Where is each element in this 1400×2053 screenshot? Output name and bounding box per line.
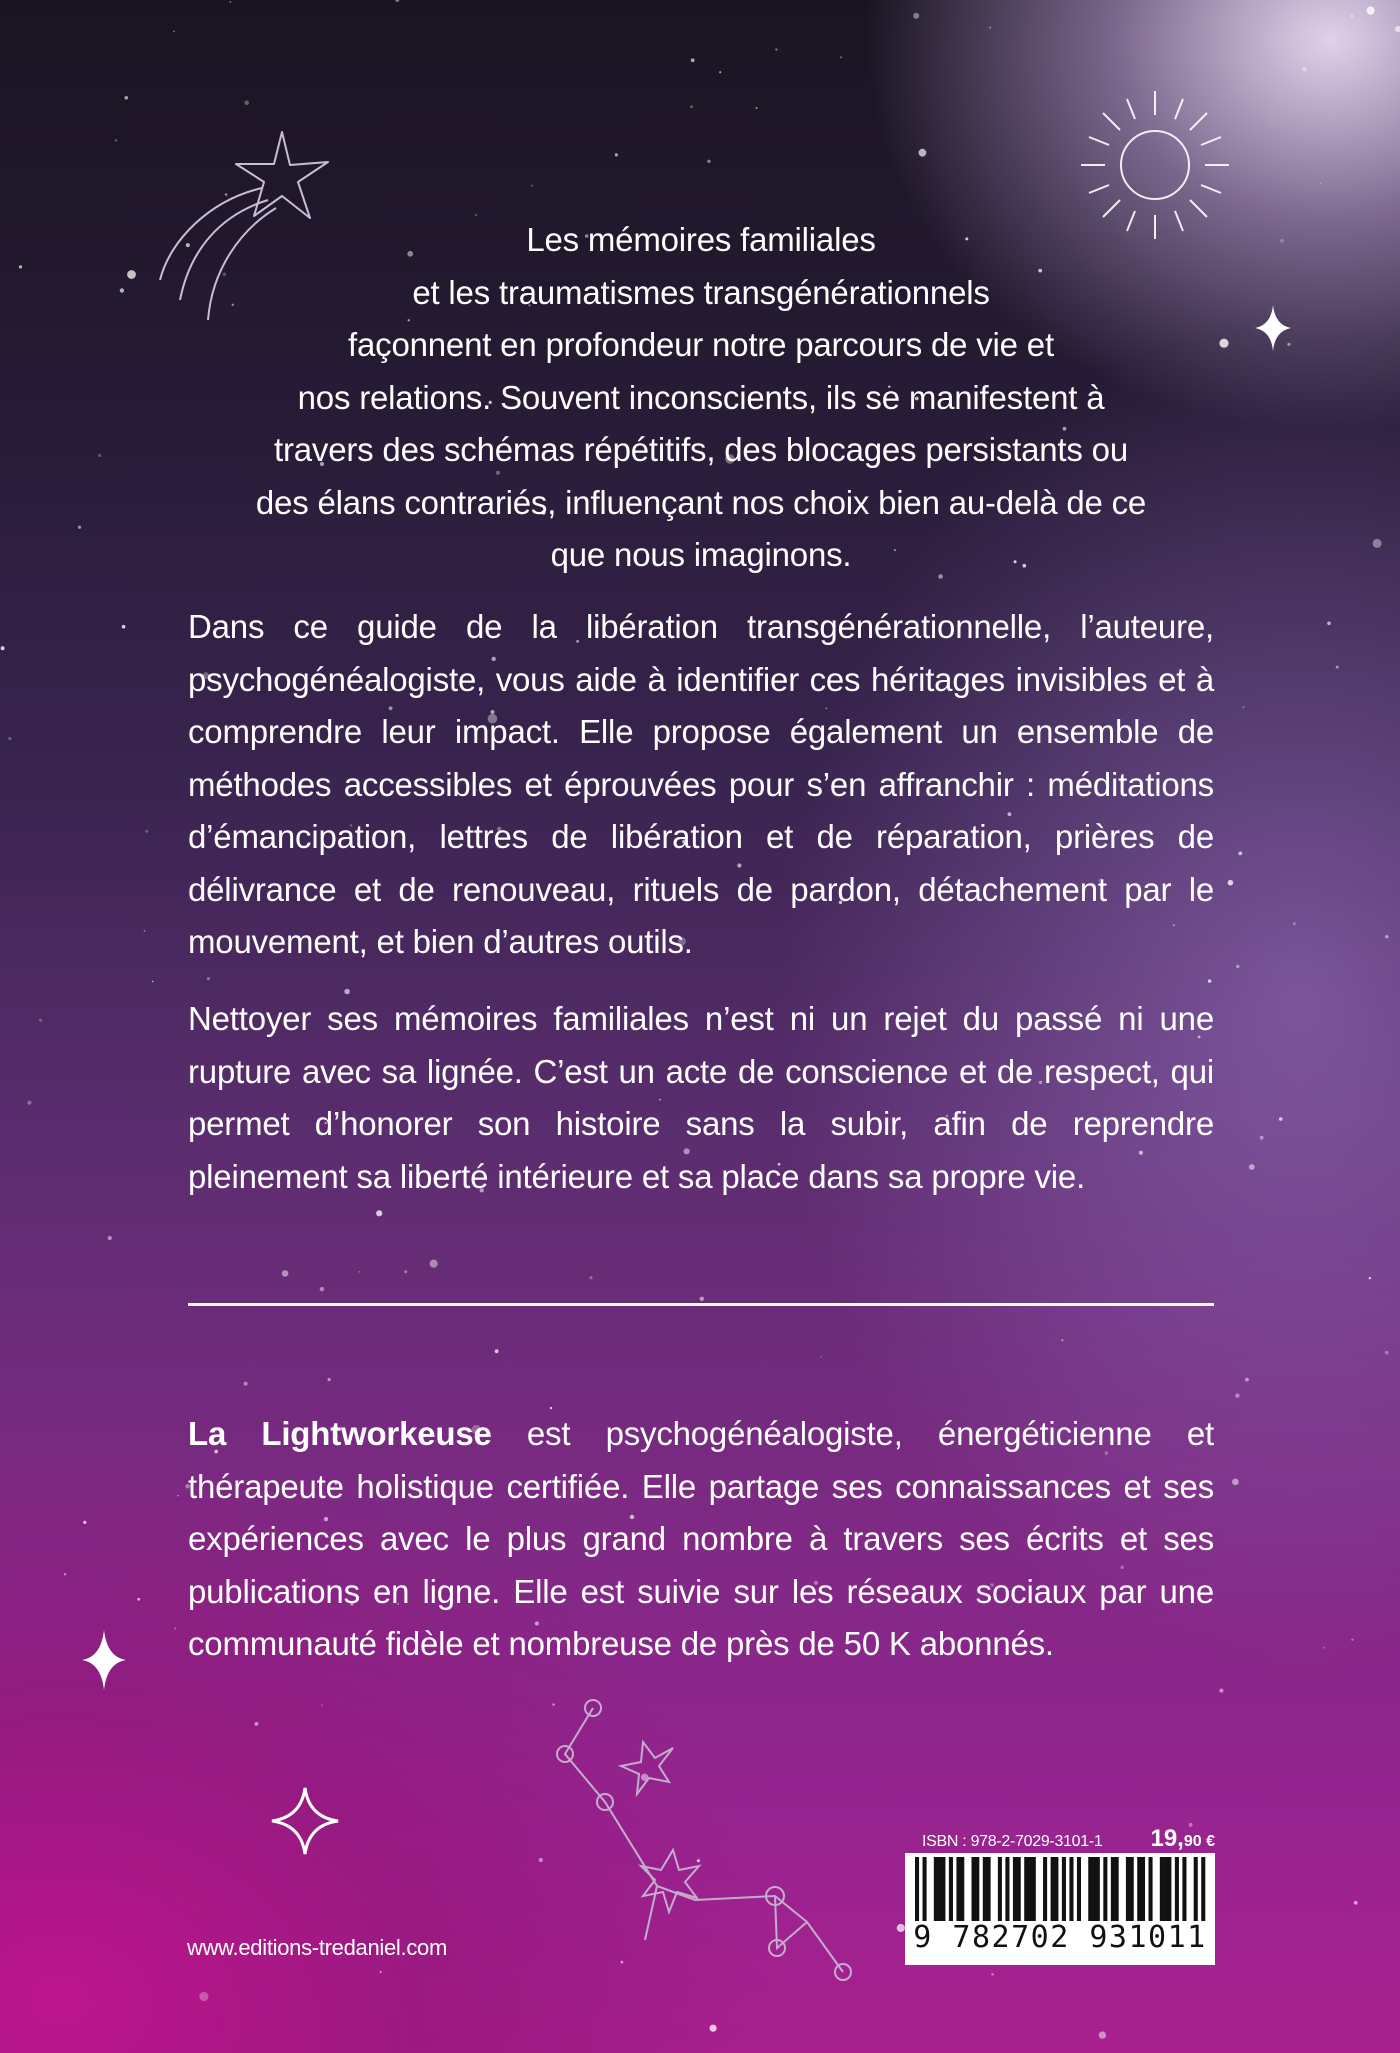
star-dot: [173, 31, 175, 33]
star-dot: [615, 153, 618, 156]
barcode-bar: [1069, 1857, 1073, 1921]
constellation-icon: [545, 1690, 875, 1990]
star-dot: [1324, 1647, 1326, 1649]
author-bio-text: est psychogénéalogiste, énergéticienne et thérapeute holistique certifiée. Elle partage ses connaissances et ses expériences avec le plus grand nombre à travers ses écrits et ses publications en ligne. Elle est suivie sur les réseaux sociaux par une communauté fidèle et nombreuse de près de 50 K abonnés.: [188, 1415, 1214, 1662]
star-dot: [1219, 339, 1228, 348]
barcode-bar: [956, 1857, 960, 1921]
star-dot: [199, 1992, 208, 2001]
star-dot: [376, 1210, 382, 1216]
publisher-website: www.editions-tredaniel.com: [187, 1935, 447, 1960]
star-dot: [1280, 239, 1284, 243]
star-dot: [1099, 2031, 1106, 2038]
star-dot: [359, 1271, 361, 1273]
barcode-bar: [1130, 1857, 1134, 1921]
barcode-bar: [1024, 1857, 1028, 1921]
barcode-bar: [987, 1857, 991, 1921]
price: [1150, 1825, 1215, 1853]
star-dot: [137, 1598, 140, 1601]
barcode-bar: [1032, 1857, 1036, 1921]
isbn-price-line: [922, 1825, 1215, 1853]
star-dot: [108, 1236, 112, 1240]
barcode-bar: [1096, 1857, 1100, 1921]
divider: [188, 1303, 1214, 1306]
barcode-bar: [923, 1857, 927, 1921]
barcode-bar: [1062, 1857, 1066, 1921]
sparkle-icon: [270, 1786, 340, 1856]
barcode-bar: [1160, 1857, 1164, 1921]
star-dot: [710, 2025, 717, 2032]
barcode-bar: [949, 1857, 953, 1921]
barcode-bar: [1111, 1857, 1115, 1921]
star-dot: [8, 737, 11, 740]
intro-line: façonnent en profondeur notre parcours de vie et: [348, 326, 1054, 363]
barcode-bar: [1043, 1857, 1047, 1921]
star-dot: [230, 1, 232, 3]
isbn: ISBN : 978-2-7029-3101-1: [922, 1833, 1103, 1850]
star-dot: [1302, 67, 1307, 72]
star-dot: [1249, 1164, 1255, 1170]
star-dot: [244, 101, 249, 106]
barcode-bar: [998, 1857, 1002, 1921]
barcode-bar: [1103, 1857, 1107, 1921]
star-dot: [1260, 1136, 1264, 1140]
star-dot: [756, 107, 758, 109]
barcode-bar: [1054, 1857, 1058, 1921]
star-dot: [122, 625, 126, 629]
star-dot: [775, 48, 778, 51]
star-dot: [83, 1521, 86, 1524]
intro-line: et les traumatismes transgénérationnels: [412, 273, 990, 311]
star-dot: [1235, 1393, 1239, 1397]
star-dot: [989, 27, 991, 29]
intro-paragraph: [188, 214, 1214, 582]
barcode-bar: [1115, 1857, 1119, 1921]
star-dot: [1245, 1378, 1249, 1382]
star-dot: [1395, 26, 1400, 32]
star-dot: [152, 981, 154, 983]
star-dot: [1385, 1351, 1389, 1355]
star-dot: [244, 1382, 248, 1386]
star-dot: [919, 149, 927, 157]
star-dot: [320, 1287, 324, 1291]
barcode-bar: [1141, 1857, 1145, 1921]
star-dot: [395, 0, 399, 2]
barcode-bar: [938, 1857, 942, 1921]
star-dot: [328, 1378, 331, 1381]
barcode-bar: [1194, 1857, 1198, 1921]
sparkle-icon: [1255, 305, 1291, 351]
star-dot: [321, 1704, 323, 1706]
star-dot: [430, 1260, 438, 1268]
star-dot: [255, 1722, 259, 1726]
star-dot: [145, 830, 148, 833]
barcode-bar: [1017, 1857, 1021, 1921]
star-dot: [19, 265, 22, 268]
star-dot: [690, 105, 693, 108]
price-cents: 90 €: [1183, 1833, 1215, 1850]
barcode-bar: [1126, 1857, 1130, 1921]
star-dot: [1238, 852, 1242, 856]
star-dot: [27, 1101, 31, 1105]
star-dot: [282, 1270, 289, 1277]
barcode-bar: [1077, 1857, 1081, 1921]
star-dot: [1, 646, 5, 650]
star-dot: [1354, 1901, 1358, 1905]
author-name: La Lightworkeuse: [188, 1415, 492, 1452]
barcode-bar: [1167, 1857, 1171, 1921]
intro-line: nos relations. Souvent inconscients, ils se manifestent à: [297, 378, 1105, 416]
barcode-bar: [1013, 1857, 1017, 1921]
star-dot: [1351, 1639, 1353, 1641]
star-dot: [1236, 965, 1239, 968]
description-paragraph: Dans ce guide de la libération transgénérationnelle, l’auteure, psychogénéalogiste, vous aide à identifier ces héritages invisibles et à comprendre leur impact. Elle propose également un ensemble de méthodes accessibles et éprouvées pour s’en affranchir : méditations d’émancipation, lettres de libération et de réparation, prières de délivrance et de renouveau, rituels de pardon, détachement par le mouvement, et bien d’autres outils.: [188, 608, 1214, 960]
star-dot: [177, 1495, 179, 1497]
star-dot: [207, 977, 210, 980]
star-dot: [1327, 622, 1331, 626]
star-dot: [1369, 1277, 1371, 1279]
intro-line: des élans contrariés, influençant nos choix bien au-delà de ce: [255, 483, 1147, 521]
barcode-bar: [1182, 1857, 1186, 1921]
barcode-bar: [1028, 1857, 1032, 1921]
star-dot: [913, 13, 919, 19]
star-dot: [539, 1858, 543, 1862]
barcode-bar: [934, 1857, 938, 1921]
star-dot: [820, 1356, 822, 1358]
star-dot: [590, 1276, 593, 1279]
star-dot: [531, 185, 533, 187]
star-dot: [98, 454, 101, 457]
price-main: 19,: [1150, 1825, 1184, 1852]
barcode-bar: [1005, 1857, 1009, 1921]
star-dot: [144, 930, 146, 932]
star-dot: [174, 1627, 176, 1629]
barcode-bar: [941, 1857, 945, 1921]
barcode-bar: [1092, 1857, 1096, 1921]
star-dot: [700, 1297, 704, 1301]
star-dot: [127, 270, 136, 279]
star-dot: [39, 1019, 42, 1022]
closing-paragraph: Nettoyer ses mémoires familiales n’est ni un rejet du passé ni une rupture avec sa lignée. C’est un acte de conscience et de respect, qui permet d’honorer son histoire sans la subir, afin de reprendre pleinement sa liberté intérieure et sa place dans sa propre vie.: [188, 1000, 1214, 1195]
star-dot: [1367, 7, 1375, 15]
star-dot: [1385, 935, 1388, 938]
intro-line: travers des schémas répétitifs, des blocages persistants ou: [274, 431, 1128, 468]
star-dot: [1293, 922, 1296, 925]
barcode-bar: [1201, 1857, 1205, 1921]
intro-line: que nous imaginons.: [550, 536, 852, 573]
star-dot: [991, 1973, 994, 1976]
star-dot: [1279, 1117, 1283, 1121]
star-dot: [707, 160, 710, 163]
barcode-bar: [915, 1857, 919, 1921]
barcode-bar: [975, 1857, 979, 1921]
barcode-bar: [1164, 1857, 1168, 1921]
star-dot: [115, 139, 118, 142]
star-dot: [1208, 979, 1211, 982]
star-dot: [120, 288, 124, 292]
star-dot: [1320, 183, 1322, 185]
barcode-bar: [960, 1857, 964, 1921]
star-dot: [64, 1573, 66, 1575]
author-bio: [188, 1408, 1214, 1671]
barcode-bar: [1051, 1857, 1055, 1921]
star-dot: [1228, 880, 1234, 886]
star-dot: [495, 1349, 499, 1353]
barcode-bar: [1149, 1857, 1153, 1921]
barcode-bar: [983, 1857, 987, 1921]
star-dot: [840, 56, 842, 58]
star-dot: [1232, 1479, 1239, 1486]
star-dot: [404, 1270, 407, 1273]
star-dot: [1061, 1339, 1063, 1341]
star-dot: [125, 96, 129, 100]
star-dot: [1350, 14, 1353, 17]
star-dot: [719, 71, 721, 73]
star-dot: [691, 58, 695, 62]
star-dot: [380, 1971, 382, 1973]
barcode-bar: [1137, 1857, 1141, 1921]
barcode-digits: 9 782702 931011: [913, 1920, 1207, 1955]
sparkle-icon: [82, 1630, 126, 1690]
barcode-bar: [971, 1857, 975, 1921]
star-dot: [1373, 539, 1382, 548]
intro-line: Les mémoires familiales: [526, 221, 876, 258]
barcode-bar: [1175, 1857, 1179, 1921]
star-dot: [78, 526, 81, 529]
star-dot: [1336, 666, 1339, 669]
barcode-bar: [1088, 1857, 1092, 1921]
star-dot: [897, 1924, 905, 1932]
star-dot: [1219, 1689, 1223, 1693]
star-dot: [1242, 706, 1244, 708]
